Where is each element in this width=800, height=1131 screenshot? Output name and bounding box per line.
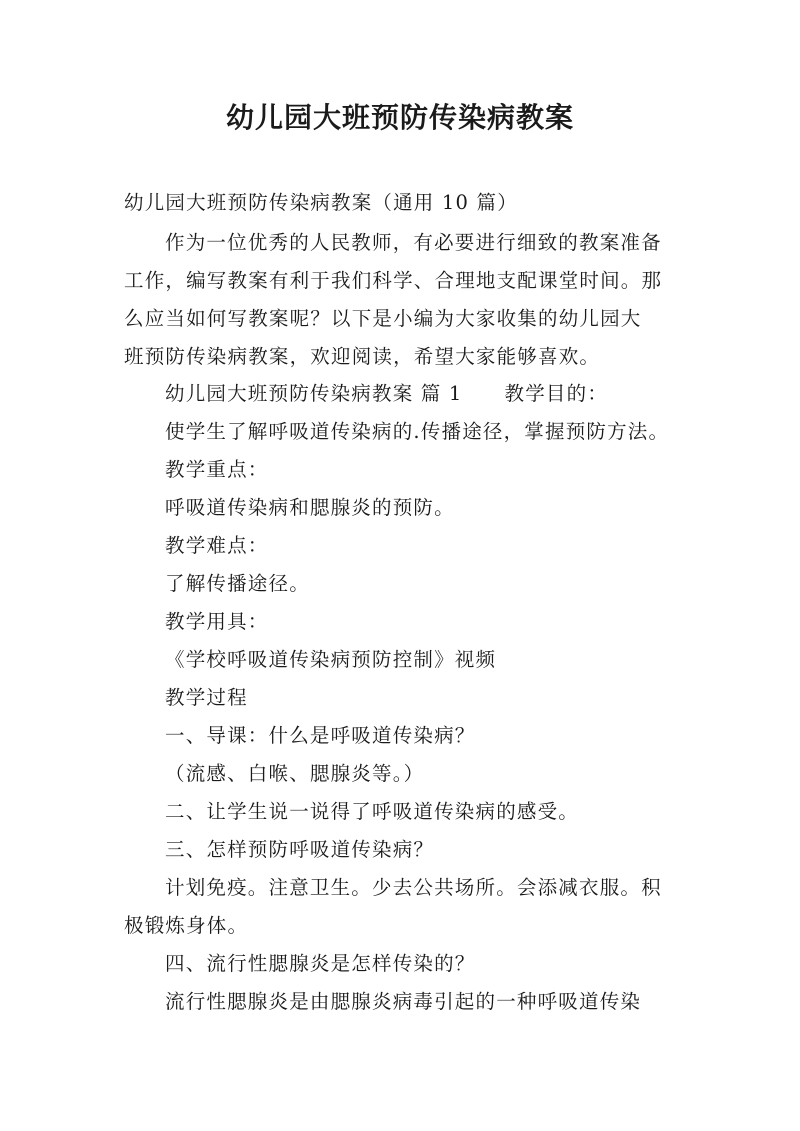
page-title: 幼儿园大班预防传染病教案 (225, 101, 574, 134)
section-heading: 幼儿园大班预防传染病教案 篇 1 (165, 382, 463, 405)
body-line: 使学生了解呼吸道传染病的.传播途径，掌握预防方法。 (165, 420, 670, 443)
section-heading-row (165, 384, 608, 404)
body-line: 一、导课：什么是呼吸道传染病？ (165, 724, 476, 747)
intro-line: 工作，编写教案有利于我们科学、合理地支配课堂时间。那 (124, 269, 663, 292)
intro-line: 作为一位优秀的人民教师，有必要进行细致的教案准备 (165, 231, 662, 254)
body-line: 极锻炼身体。 (124, 914, 249, 937)
body-line: 二、让学生说一说得了呼吸道传染病的感受。 (165, 800, 580, 823)
subtitle: 幼儿园大班预防传染病教案（通用 10 篇） (124, 191, 518, 214)
body-line: 三、怎样预防呼吸道传染病？ (165, 838, 435, 861)
goal-label: 教学目的： (504, 382, 609, 405)
body-line: 计划免疫。注意卫生。少去公共场所。会添减衣服。积 (165, 876, 662, 899)
body-line: 教学过程 (165, 686, 248, 709)
body-line: 流行性腮腺炎是由腮腺炎病毒引起的一种呼吸道传染 (165, 990, 642, 1013)
body-line: （流感、白喉、腮腺炎等。） (165, 762, 425, 785)
body-line: 教学难点： (165, 534, 269, 557)
intro-line: 么应当如何写教案呢？以下是小编为大家收集的幼儿园大 (124, 307, 642, 330)
body-line: 呼吸道传染病和腮腺炎的预防。 (165, 496, 455, 519)
body-line: 四、流行性腮腺炎是怎样传染的？ (165, 952, 476, 975)
body-line: 了解传播途径。 (165, 572, 310, 595)
body-line: 教学用具： (165, 610, 269, 633)
body-line: 《学校呼吸道传染病预防控制》视频 (165, 648, 497, 671)
intro-line: 班预防传染病教案，欢迎阅读，希望大家能够喜欢。 (124, 345, 601, 368)
body-line: 教学重点： (165, 458, 269, 481)
